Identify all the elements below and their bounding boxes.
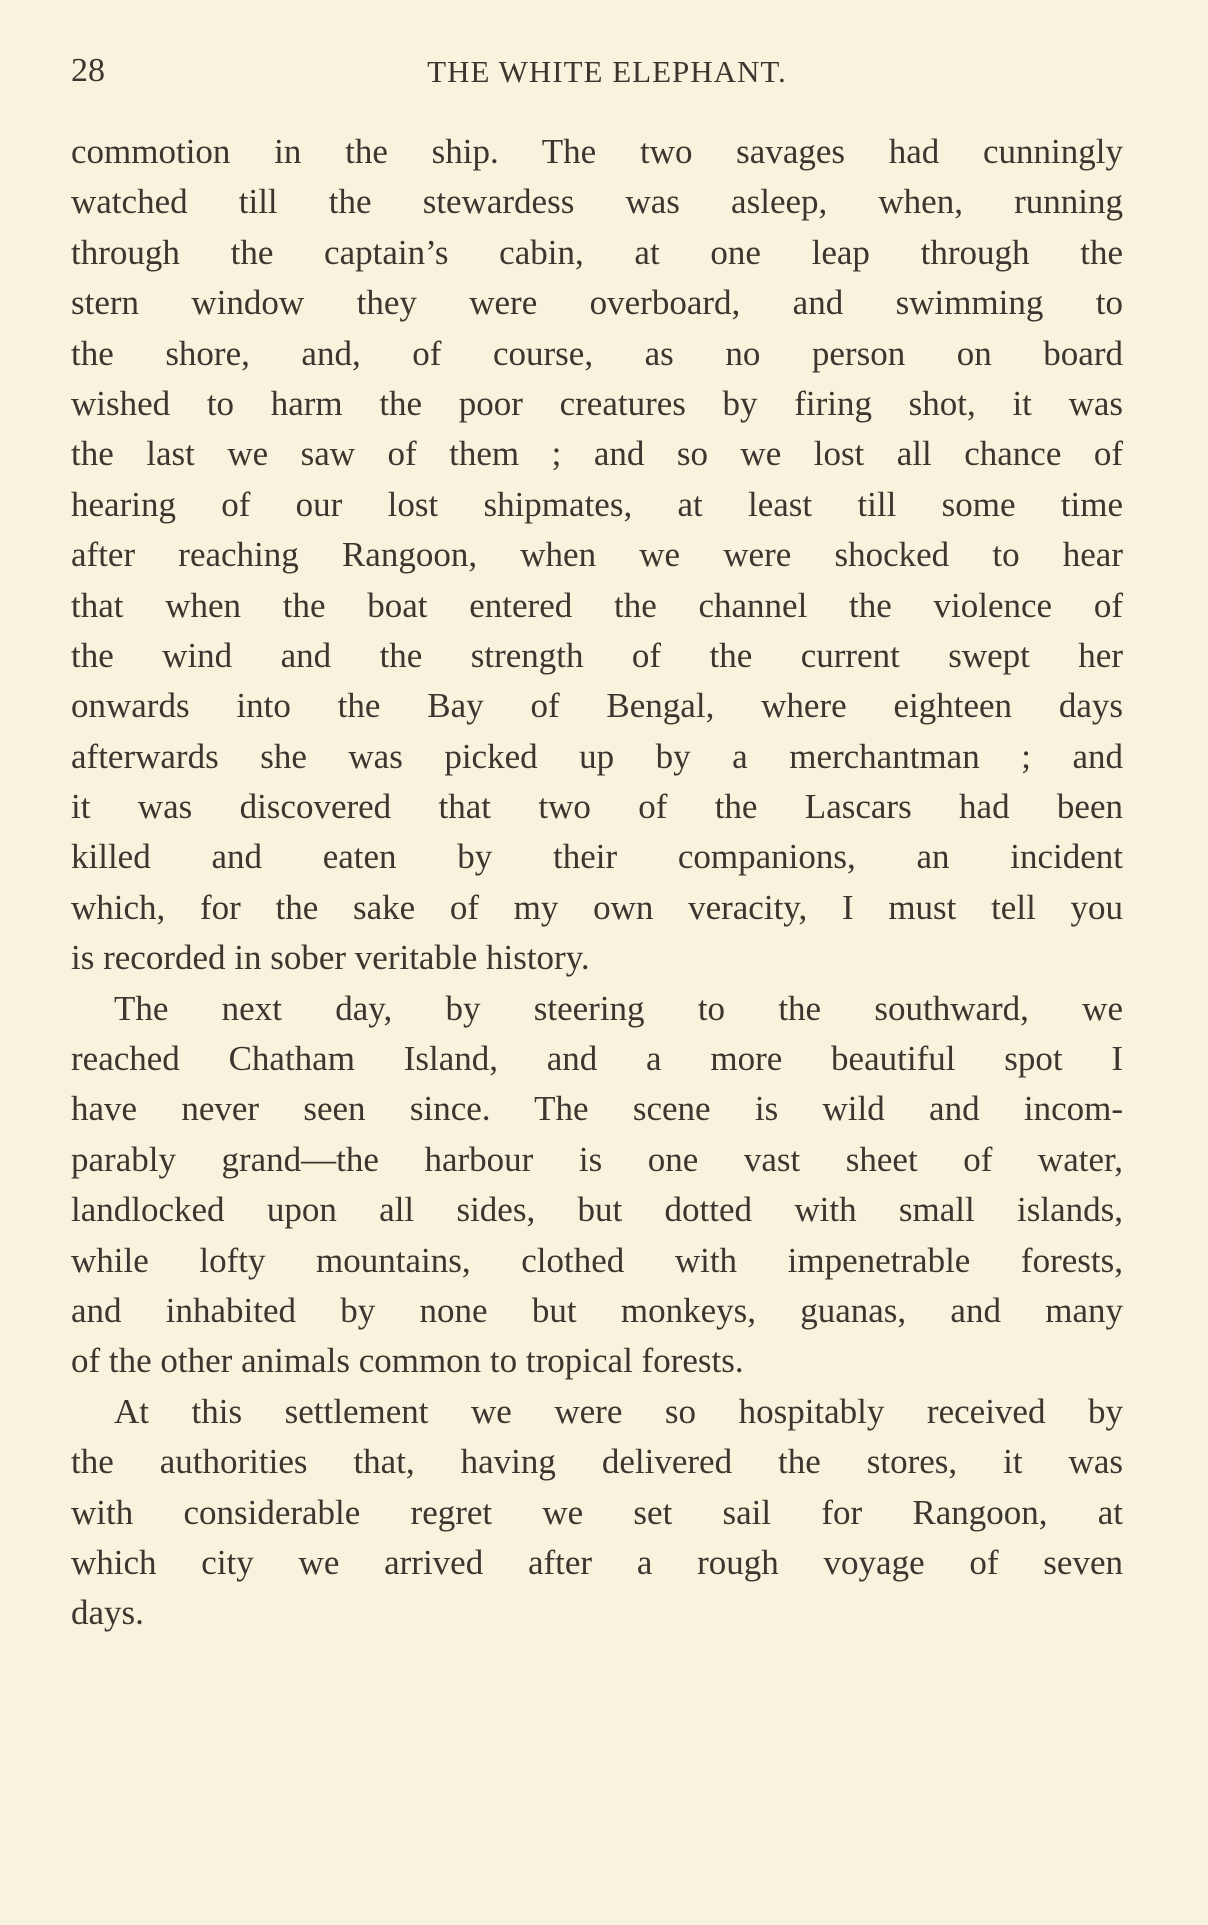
- text-line: have never seen since. The scene is wild and incom-: [71, 1089, 1123, 1129]
- text-line: which, for the sake of my own veracity, I must tell you: [71, 887, 1123, 927]
- text-line: commotion in the ship. The two savages had cunningly: [71, 132, 1123, 171]
- page-number: 28: [71, 52, 105, 89]
- text-line: killed and eaten by their companions, an incident: [71, 837, 1123, 877]
- text-line: hearing of our lost shipmates, at least till some time: [71, 484, 1123, 524]
- text-line: through the captain’s cabin, at one leap through the: [71, 232, 1123, 272]
- text-line: landlocked upon all sides, but dotted with small islands,: [71, 1190, 1123, 1230]
- running-title: THE WHITE ELEPHANT.: [427, 54, 787, 89]
- text-line: onwards into the Bay of Bengal, where eighteen days: [71, 686, 1123, 726]
- text-line: parably grand—the harbour is one vast sheet of water,: [71, 1139, 1123, 1179]
- text-line: At this settlement we were so hospitably received by: [114, 1391, 1123, 1431]
- text-line: is recorded in sober veritable history.: [71, 938, 590, 978]
- text-line: watched till the stewardess was asleep, when, running: [71, 182, 1123, 222]
- text-line: the wind and the strength of the current swept her: [71, 635, 1123, 675]
- text-line: the shore, and, of course, as no person on board: [71, 333, 1123, 373]
- text-line: after reaching Rangoon, when we were shocked to hear: [71, 535, 1123, 575]
- text-line: The next day, by steering to the southward, we: [114, 988, 1123, 1028]
- text-line: the last we saw of them ; and so we lost all chance of: [71, 434, 1123, 474]
- text-line: of the other animals common to tropical forests.: [71, 1341, 744, 1381]
- body-text: [71, 127, 1123, 1639]
- text-line: it was discovered that two of the Lascars had been: [71, 787, 1123, 827]
- text-line: the authorities that, having delivered the stores, it was: [71, 1442, 1123, 1482]
- text-line: wished to harm the poor creatures by firing shot, it was: [71, 383, 1123, 423]
- text-line: reached Chatham Island, and a more beautiful spot I: [71, 1039, 1123, 1079]
- text-line: with considerable regret we set sail for Rangoon, at: [71, 1492, 1123, 1532]
- text-line: afterwards she was picked up by a merchantman ; and: [71, 736, 1123, 776]
- running-header: [71, 52, 1123, 92]
- text-line: that when the boat entered the channel the violence of: [71, 585, 1123, 625]
- text-line: which city we arrived after a rough voyage of seven: [71, 1542, 1123, 1582]
- text-line: stern window they were overboard, and swimming to: [71, 283, 1123, 323]
- text-line: days.: [71, 1593, 144, 1633]
- text-line: and inhabited by none but monkeys, guanas, and many: [71, 1290, 1123, 1330]
- text-line: while lofty mountains, clothed with impenetrable forests,: [71, 1240, 1123, 1280]
